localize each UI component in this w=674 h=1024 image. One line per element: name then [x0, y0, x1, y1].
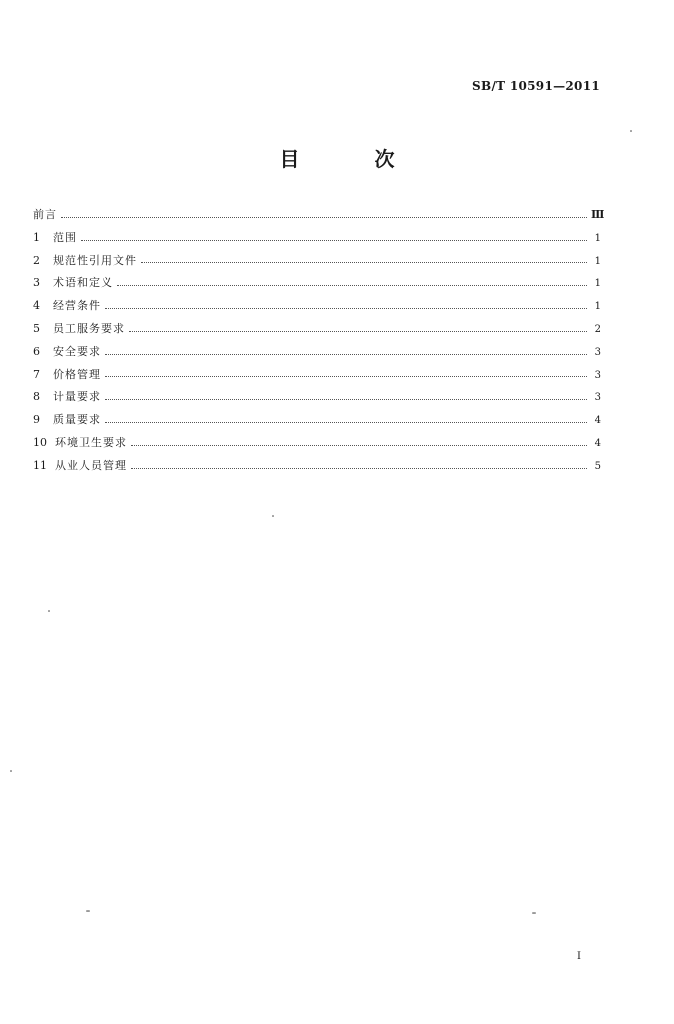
toc-entry-9[interactable] — [33, 409, 601, 432]
toc-entry-number: 6 — [33, 344, 40, 358]
toc-entry-1[interactable] — [33, 227, 601, 250]
toc-entry-4[interactable] — [33, 295, 601, 318]
toc-entry-page: 1 — [594, 255, 601, 267]
toc-entry-number: 2 — [33, 253, 40, 267]
toc-leader-dots — [105, 376, 587, 377]
table-of-contents — [33, 204, 605, 478]
toc-entry-page: 1 — [594, 301, 601, 313]
toc-entry-label: 价格管理 — [53, 367, 101, 381]
scan-speck — [10, 770, 12, 772]
toc-entry-label: 前言 — [33, 208, 57, 221]
toc-entry-page: 4 — [594, 437, 601, 449]
toc-leader-dots — [129, 331, 587, 332]
toc-entry-number: 1 — [33, 230, 40, 244]
toc-entry-6[interactable] — [33, 341, 601, 364]
toc-leader-dots — [131, 468, 587, 469]
toc-leader-dots — [81, 240, 587, 241]
toc-leader-dots — [117, 285, 587, 286]
toc-entry-page: 1 — [594, 278, 601, 290]
toc-entry-8[interactable] — [33, 386, 601, 409]
page-title: 目 次 — [279, 147, 429, 171]
toc-entry-label: 环境卫生要求 — [55, 435, 127, 449]
standard-code: SB/T 10591—2011 — [472, 79, 600, 93]
toc-entry-number: 11 — [33, 458, 47, 472]
toc-leader-dots — [105, 422, 587, 423]
scan-speck — [272, 515, 274, 517]
toc-entry-label: 范围 — [53, 230, 77, 244]
toc-entry-label: 安全要求 — [53, 344, 101, 358]
toc-entry-page: Ⅲ — [591, 208, 605, 221]
toc-entry-label: 质量要求 — [53, 413, 101, 427]
toc-entry-page: 3 — [594, 346, 601, 358]
toc-entry-3[interactable] — [33, 272, 601, 295]
toc-entry-number: 5 — [33, 321, 40, 335]
toc-entry-number: 10 — [33, 435, 47, 449]
toc-entry-label: 员工服务要求 — [53, 321, 125, 335]
scan-speck — [86, 910, 90, 912]
toc-entry-label: 经营条件 — [53, 299, 101, 313]
toc-leader-dots — [105, 399, 587, 400]
toc-entry-number: 8 — [33, 390, 40, 404]
scan-speck — [532, 912, 536, 914]
toc-entry-5[interactable] — [33, 318, 601, 341]
page-number: I — [577, 951, 581, 962]
toc-leader-dots — [61, 217, 587, 218]
toc-leader-dots — [105, 308, 587, 309]
toc-entry-7[interactable] — [33, 364, 601, 387]
toc-entry-number: 3 — [33, 276, 40, 290]
toc-entry-number: 7 — [33, 367, 40, 381]
toc-entry-number: 4 — [33, 299, 40, 313]
toc-entry-number: 9 — [33, 413, 40, 427]
toc-entry-11[interactable] — [33, 455, 601, 478]
toc-leader-dots — [105, 354, 587, 355]
scan-speck — [48, 610, 50, 612]
toc-entry-foreword[interactable] — [33, 204, 605, 227]
toc-entry-page: 2 — [594, 323, 601, 335]
toc-entry-page: 5 — [594, 460, 601, 472]
toc-entry-page: 3 — [594, 392, 601, 404]
toc-entry-label: 术语和定义 — [53, 276, 113, 290]
toc-entry-label: 从业人员管理 — [55, 458, 127, 472]
toc-entry-2[interactable] — [33, 250, 601, 273]
toc-entry-page: 3 — [594, 369, 601, 381]
toc-entry-page: 4 — [594, 415, 601, 427]
toc-entry-label: 规范性引用文件 — [53, 253, 137, 267]
toc-leader-dots — [131, 445, 587, 446]
scan-speck — [630, 130, 632, 132]
toc-entry-10[interactable] — [33, 432, 601, 455]
toc-entry-label: 计量要求 — [53, 390, 101, 404]
toc-entry-page: 1 — [594, 232, 601, 244]
toc-leader-dots — [141, 262, 587, 263]
